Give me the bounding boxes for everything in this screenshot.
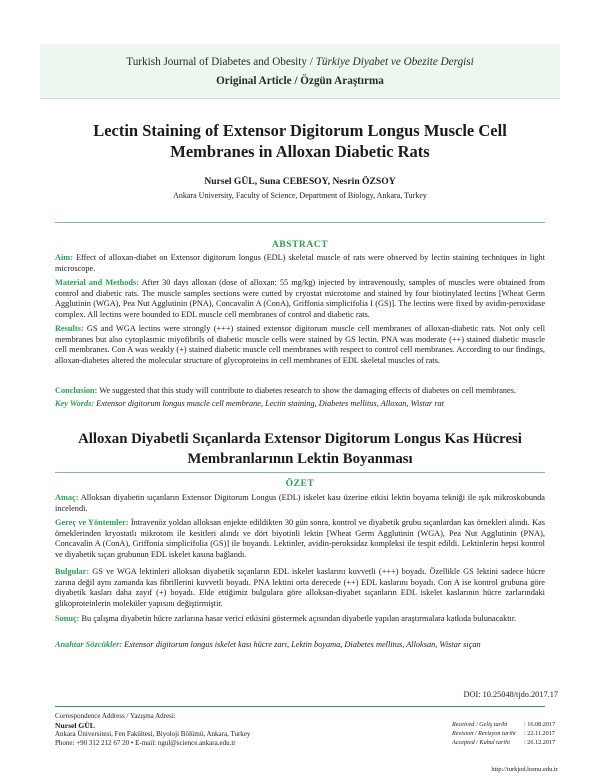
ozet-sonuc: Sonuç: Bu çalışma diyabetin hücre zarlarına hasar verici etkisini göstermek açısından diyabetle yapılan araştırmalara katkıda bulunacaktır.: [55, 614, 517, 623]
article-type: Original Article / Özgün Araştırma: [216, 75, 384, 87]
divider: [55, 222, 545, 223]
affiliation: Ankara University, Faculty of Science, Department of Biology, Ankara, Turkey: [173, 191, 427, 200]
ozet-amac: Amaç: Alloksan diyabetin sıçanların Extensor Digitorum Longus (EDL) iskelet kası üzerine etkisi lektin boyama tekniği ile ışık mikroskobunda incelendi.: [55, 493, 545, 513]
doi: DOI: 10.25048/tjdo.2017.17: [463, 690, 558, 699]
journal-url[interactable]: http://turkjod.bsmu.edu.tr: [491, 766, 558, 773]
article-title-tr: Alloxan Diyabetli Sıçanlarda Extensor Digitorum Longus Kas Hücresi Membranlarının Lektin Boyanması: [78, 431, 522, 467]
ozet-heading: ÖZET: [285, 478, 315, 489]
divider: [55, 706, 545, 707]
abstract-aim: Aim: Effect of alloxan-diabet on Extensor digitorum longus (EDL) skeletal muscle of rats were observed by lectin staining techniques in light microscope.: [55, 253, 545, 273]
ozet-bulgular: Bulgular: GS ve WGA lektinleri alloksan diyabetik sıçanların EDL iskelet kaslarını kuvvetli (+++) boyadı. Özellikle GS lektini sadece hücre zarına değil aynı zamanda kas fibrillerini kuvvetli boyadı. PNA lektini orta derecede (++) EDL kaslarını boyadı. Con A ise kontrol grubuna göre diyabetik kasları daha zayıf (+) boyadı. Elde ettiğimiz bulgulara göre alloksan-diyabet sıçanların EDL iskelet kaslarının hücre zarlarındaki glikoproteinlerin moleküler yapısını değiştirmiştir.: [55, 567, 545, 608]
abstract-methods: Material and Methods: After 30 days alloxan (dose of alloxan: 55 mg/kg) injected by intravenously, samples of muscles were obtained from control and diabetic rats. The muscle samples sections were cutted by cryostat microtome and stained by four biotinylated lectins [Wheat Germ Agglutinin (WGA), Pea Nut Agglutinin (PNA), Concavalin A (ConA), Griffonia simplicifolia I (GS)]. The lectins were fixed by avidin-peroxidase complex. All lectins were bounded to EDL muscle cell membranes of control and diabetic rats.: [55, 278, 546, 319]
article-dates: Received / Geliş tarihi : 16.08.2017 Revision / Revizyon tarihi : 22.11.2017 Accepted / Kabul tarihi : 26.12.2017: [452, 721, 556, 746]
authors: Nursel GÜL, Suna CEBESOY, Nesrin ÖZSOY: [204, 176, 396, 187]
article-title-en: Lectin Staining of Extensor Digitorum Longus Muscle Cell Membranes in Alloxan Diabetic Rats: [93, 121, 507, 161]
abstract-conclusion: Conclusion: We suggested that this study will contribute to diabetes research to show the damaging effects of diabetes on cell membranes.: [55, 386, 517, 395]
ozet-gerec: Gereç ve Yöntemler: İntravenöz yoldan alloksan enjekte edildikten 30 gün sonra, kontrol ve diyabetik grubu sıçanlardan kas örnekleri alındı. Kas örneklerinden kryostatlı mikrotom ile kesitleri alındı ve dört biyotinli lektin [Wheat Germ Agglutinin (WGA), Pea Nut Agglutinin (PNA), Concavalin A (ConA), Griffonia simplicifolia (GS)] ile boyandı. Lektinler, avidin-peroksidaz kompleksi ile tespit edildi. Lektinlerin hepsi kontrol ve diyabetik sıçan grubunun EDL iskelet kasına bağlandı.: [55, 518, 546, 559]
journal-name: Turkish Journal of Diabetes and Obesity / Türkiye Diyabet ve Obezite Dergisi: [126, 56, 474, 68]
correspondence: Correspondence Address / Yazışma Adresi: Nursel GÜL Ankara Üniversitesi, Fen Fakültesi, Biyoloji Bölümü, Ankara, Turkey Phone: +90 312 212 67 20 • E-mail: ngul@science.ankara.edu.tr: [55, 712, 251, 747]
ozet-keywords: Anahtar Sözcükler: Extensor digitorum longus iskelet kası hücre zarı, Lektin boyama, Diabetes mellitus, Alloksan, Wistar sıçan: [55, 640, 481, 649]
divider: [55, 472, 545, 473]
journal-header: [40, 44, 560, 99]
abstract-keywords: Key Words: Extensor digitorum longus muscle cell membrane, Lectin staining, Diabetes mellitus, Alloxan, Wistar rat: [55, 399, 445, 408]
abstract-results: Results: GS and WGA lectins were strongly (+++) stained extensor digitorum muscle cell membranes of alloxan-diabetic rats. Not only cell membranes but also cytoplasmic miyofibrils of diabetic muscle cells were stained by GS lectin. PNA was moderate (++) stained diabetic muscle cell membranes. Con A was weakly (+) stained diabetic muscle cell membranes with respect to control cell membranes. According to our findings, alloxan-diabetes altered the molecular structure of glycoproteins in cell membranes of EDL skeletal muscles of rats.: [55, 324, 545, 365]
abstract-heading: ABSTRACT: [271, 239, 329, 250]
